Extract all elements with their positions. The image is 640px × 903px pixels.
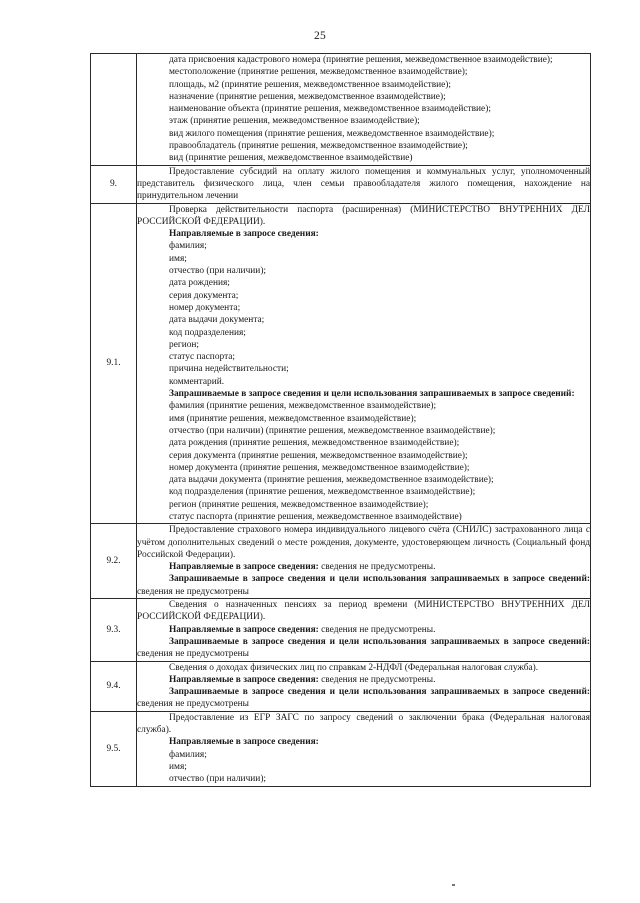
row-content: [137, 165, 591, 203]
row-content: [137, 54, 591, 166]
paragraph-text: статус паспорта (принятие решения, межведомственное взаимодействие): [169, 511, 462, 522]
paragraph-text: имя (принятие решения, межведомственное взаимодействие);: [169, 413, 417, 424]
requests-table: [90, 53, 591, 787]
row-number: [91, 54, 137, 166]
row-paragraph: [137, 302, 590, 314]
row-paragraph: [137, 749, 590, 761]
paragraph-text: площадь, м2 (принятие решения, межведомственное взаимодействие);: [169, 79, 452, 90]
row-content: [137, 524, 591, 599]
paragraph-text: Предоставление субсидий на оплату жилого помещения и коммунальных услуг, уполномоченный представитель физического лица, член семьи правообладателя жилого помещения, нахождение на принудительном лечении: [137, 166, 590, 202]
paragraph-text: код подразделения;: [169, 327, 246, 338]
row-number: 9.4.: [91, 661, 137, 711]
row-paragraph: [137, 773, 590, 785]
paragraph-text: комментарий.: [169, 376, 225, 387]
row-paragraph: [137, 462, 590, 474]
row-paragraph: [137, 240, 590, 252]
row-paragraph: [137, 228, 590, 240]
row-paragraph: [137, 290, 590, 302]
row-paragraph: [137, 674, 590, 686]
paragraph-text: вид жилого помещения (принятие решения, межведомственное взаимодействие);: [169, 128, 495, 139]
row-paragraph: [137, 314, 590, 326]
page-number: 25: [313, 30, 327, 42]
row-paragraph: [137, 54, 590, 66]
row-paragraph: [137, 103, 590, 115]
row-paragraph: [137, 624, 590, 636]
bold-label: Направляемые в запросе сведения:: [169, 229, 319, 240]
row-paragraph: [137, 499, 590, 511]
row-paragraph: [137, 339, 590, 351]
row-paragraph: [137, 363, 590, 375]
row-paragraph: [137, 686, 590, 711]
row-paragraph: [137, 351, 590, 363]
paragraph-text: причина недействительности;: [169, 364, 289, 375]
table-row: [91, 599, 591, 661]
row-paragraph: [137, 400, 590, 412]
paragraph-text: отчество (при наличии) (принятие решения, межведомственное взаимодействие);: [169, 425, 496, 436]
row-content: [137, 711, 591, 786]
paragraph-text: фамилия;: [169, 241, 207, 252]
row-paragraph: [137, 425, 590, 437]
row-paragraph: [137, 128, 590, 140]
row-content: [137, 203, 591, 524]
table-row: [91, 524, 591, 599]
scan-mark: [452, 884, 455, 886]
bold-label: Запрашиваемые в запросе сведения и цели использования запрашиваемых в запросе сведений:: [169, 636, 590, 647]
row-paragraph: [137, 437, 590, 449]
paragraph-text: сведения не предусмотрены: [137, 649, 249, 660]
row-paragraph: [137, 277, 590, 289]
row-paragraph: [137, 712, 590, 737]
row-number: 9.5.: [91, 711, 137, 786]
paragraph-text: дата выдачи документа;: [169, 315, 265, 326]
paragraph-text: отчество (при наличии);: [169, 774, 267, 785]
paragraph-text: имя;: [169, 761, 187, 772]
paragraph-text: сведения не предусмотрены.: [318, 562, 436, 573]
bold-label: Запрашиваемые в запросе сведения и цели использования запрашиваемых в запросе сведений:: [169, 574, 590, 585]
paragraph-text: номер документа (принятие решения, межведомственное взаимодействие);: [169, 462, 470, 473]
paragraph-text: дата рождения;: [169, 278, 230, 289]
row-paragraph: [137, 599, 590, 624]
paragraph-text: вид (принятие решения, межведомственное взаимодействие): [169, 153, 413, 164]
table-row: [91, 203, 591, 524]
row-paragraph: [137, 140, 590, 152]
paragraph-text: код подразделения (принятие решения, межведомственное взаимодействие);: [169, 487, 476, 498]
row-number: 9.2.: [91, 524, 137, 599]
paragraph-text: этаж (принятие решения, межведомственное взаимодействие);: [169, 116, 420, 127]
bold-label: Запрашиваемые в запросе сведения и цели использования запрашиваемых в запросе сведений:: [169, 687, 590, 698]
paragraph-text: дата присвоения кадастрового номера (принятие решения, межведомственное взаимодействие);: [169, 55, 553, 65]
paragraph-text: дата рождения (принятие решения, межведомственное взаимодействие);: [169, 438, 460, 449]
row-paragraph: [137, 152, 590, 164]
row-paragraph: [137, 474, 590, 486]
table-row: [91, 54, 591, 166]
table-row: [91, 165, 591, 203]
row-content: [137, 661, 591, 711]
row-paragraph: [137, 511, 590, 523]
paragraph-text: правообладатель (принятие решения, межведомственное взаимодействие);: [169, 141, 468, 152]
row-number: 9.3.: [91, 599, 137, 661]
row-paragraph: [137, 736, 590, 748]
row-content: [137, 599, 591, 661]
row-paragraph: [137, 253, 590, 265]
paragraph-text: наименование объекта (принятие решения, межведомственное взаимодействие);: [169, 104, 491, 115]
paragraph-text: сведения не предусмотрены.: [318, 624, 436, 635]
bold-label: Запрашиваемые в запросе сведения и цели использования запрашиваемых в запросе сведений:: [169, 389, 575, 400]
row-number: 9.1.: [91, 203, 137, 524]
row-paragraph: [137, 166, 590, 203]
paragraph-text: номер документа;: [169, 302, 241, 313]
paragraph-text: фамилия;: [169, 749, 207, 760]
row-paragraph: [137, 91, 590, 103]
row-paragraph: [137, 265, 590, 277]
paragraph-text: Проверка действительности паспорта (расширенная) (МИНИСТЕРСТВО ВНУТРЕННИХ ДЕЛ РОССИЙСКОЙ ФЕДЕРАЦИИ).: [137, 204, 590, 227]
paragraph-text: серия документа (принятие решения, межведомственное взаимодействие);: [169, 450, 468, 461]
paragraph-text: регион (принятие решения, межведомственное взаимодействие);: [169, 499, 429, 510]
bold-label: Направляемые в запросе сведения:: [169, 562, 319, 573]
table-row: [91, 711, 591, 786]
row-paragraph: [137, 486, 590, 498]
paragraph-text: Предоставление страхового номера индивидуального лицевого счёта (СНИЛС) застрахованного лица с учётом дополнительных сведений о месте рождения, документе, удостоверяющем личность (Социальный фонд Российской Федерации).: [137, 525, 590, 560]
paragraph-text: имя;: [169, 253, 187, 264]
paragraph-text: серия документа;: [169, 290, 239, 301]
paragraph-text: статус паспорта;: [169, 352, 236, 363]
row-paragraph: [137, 450, 590, 462]
paragraph-text: дата выдачи документа (принятие решения, межведомственное взаимодействие);: [169, 475, 494, 486]
row-paragraph: [137, 413, 590, 425]
row-paragraph: [137, 204, 590, 229]
paragraph-text: Сведения о доходах физических лиц по справкам 2-НДФЛ (Федеральная налоговая служба).: [169, 662, 539, 673]
bold-label: Направляемые в запросе сведения:: [169, 624, 319, 635]
row-paragraph: [137, 66, 590, 78]
row-paragraph: [137, 376, 590, 388]
row-paragraph: [137, 662, 590, 674]
row-paragraph: [137, 524, 590, 561]
bold-label: Направляемые в запросе сведения:: [169, 737, 319, 748]
paragraph-text: сведения не предусмотрены: [137, 586, 249, 597]
table-row: [91, 661, 591, 711]
row-paragraph: [137, 573, 590, 598]
paragraph-text: назначение (принятие решения, межведомственное взаимодействие);: [169, 91, 446, 102]
row-paragraph: [137, 115, 590, 127]
paragraph-text: отчество (при наличии);: [169, 266, 267, 277]
row-paragraph: [137, 79, 590, 91]
paragraph-text: сведения не предусмотрены.: [318, 674, 436, 685]
row-paragraph: [137, 761, 590, 773]
row-paragraph: [137, 327, 590, 339]
paragraph-text: Сведения о назначенных пенсиях за период времени (МИНИСТЕРСТВО ВНУТРЕННИХ ДЕЛ РОССИЙСКОЙ ФЕДЕРАЦИИ).: [137, 600, 590, 623]
row-paragraph: [137, 636, 590, 661]
paragraph-text: фамилия (принятие решения, межведомственное взаимодействие);: [169, 401, 437, 412]
row-number: 9.: [91, 165, 137, 203]
paragraph-text: местоположение (принятие решения, межведомственное взаимодействие);: [169, 67, 468, 78]
paragraph-text: регион;: [169, 339, 200, 350]
row-paragraph: [137, 388, 590, 400]
bold-label: Направляемые в запросе сведения:: [169, 674, 319, 685]
paragraph-text: Предоставление из ЕГР ЗАГС по запросу сведений о заключении брака (Федеральная налоговая служба).: [137, 712, 590, 736]
paragraph-text: сведения не предусмотрены: [137, 699, 249, 710]
row-paragraph: [137, 561, 590, 573]
